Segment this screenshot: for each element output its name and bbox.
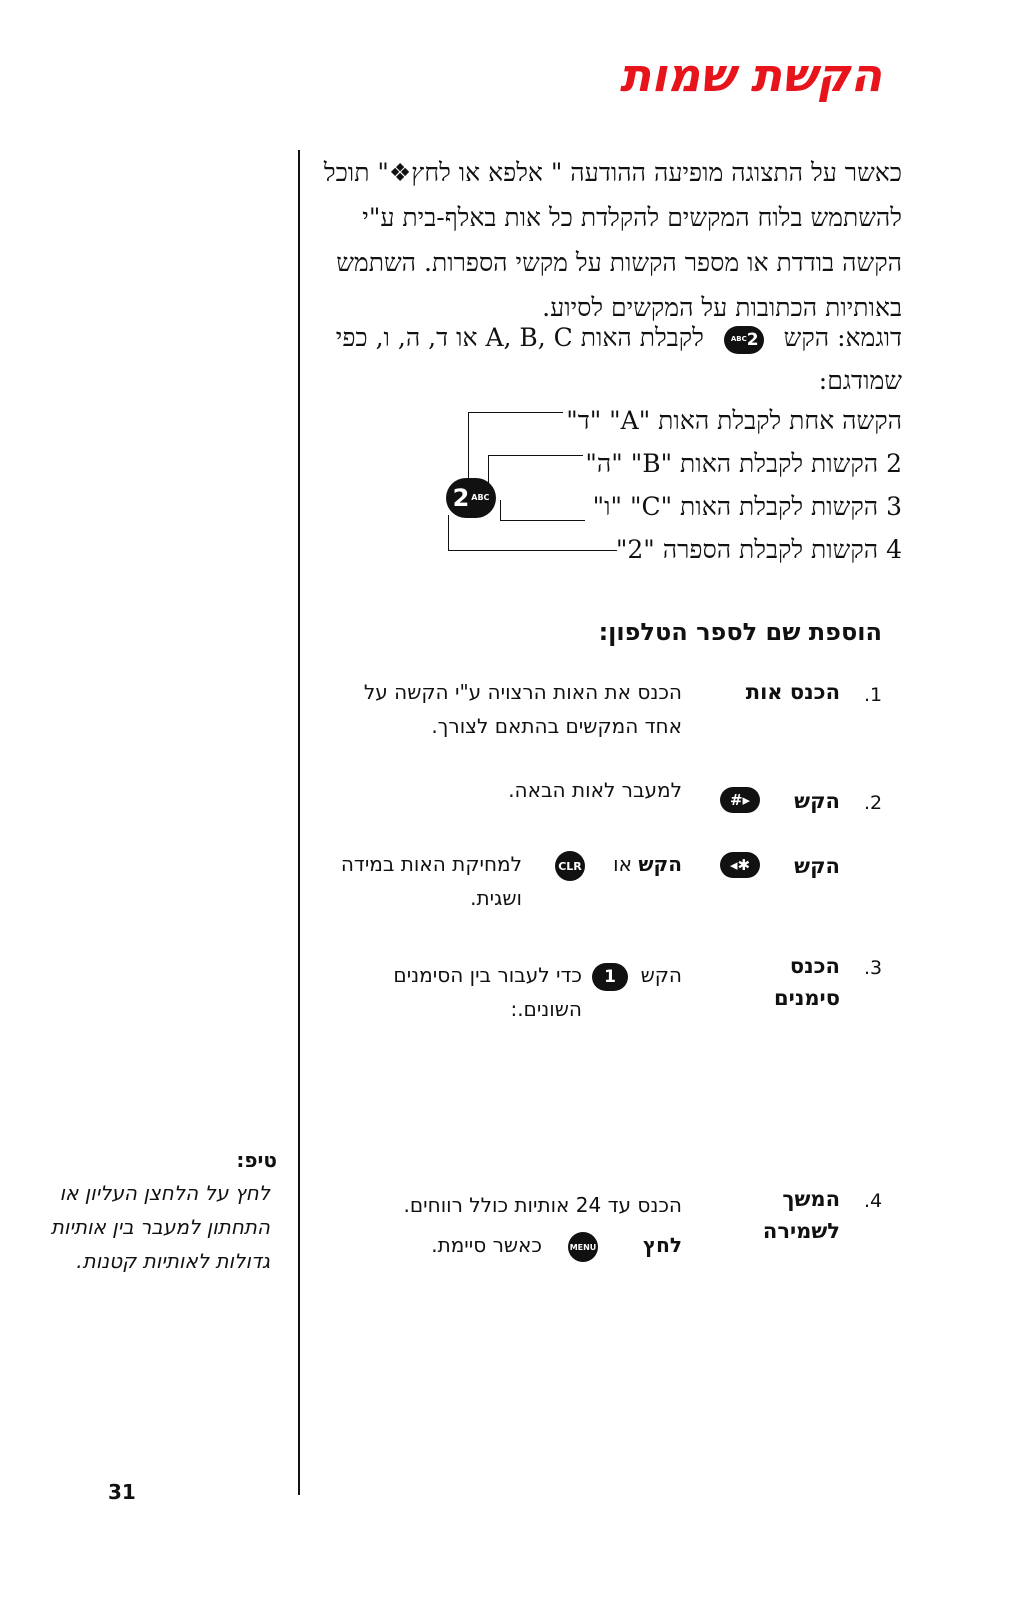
step-2b-press: הקש (638, 852, 682, 876)
tip-body: לחץ על הלחצן העליון או התחתון למעבר בין אותיות גדולות לאותיות קטנות. (50, 1181, 270, 1273)
column-divider (298, 150, 300, 1495)
example-line (302, 323, 902, 354)
page-number: 31 (108, 1480, 136, 1504)
step-2b-desc: למחיקת האות במידה ושגית. (340, 852, 522, 910)
key-2-icon: 2 ABC (724, 326, 764, 354)
bracket-line-2 (488, 455, 583, 484)
tip-title: טיפ: (236, 1148, 277, 1172)
section-title: הוספת שם לספר הטלפון: (598, 618, 882, 646)
intro-paragraph: כאשר על התצוגה מופיעה ההודעה " אלפא או לחץ❖" תוכל להשתמש בלוח המקשים להקלדת כל אות באלף-בית ע"י הקשה בודדת או מספר הקשות על מקשי הספרות. השתמש באותיות הכתובות על המקשים לסיוע. (323, 158, 902, 322)
bracket-line-4 (448, 515, 617, 551)
step-4-end: כאשר סיימת. (431, 1233, 542, 1257)
hash-key-icon: #▸ (720, 787, 760, 813)
step-3-number: .3 (864, 957, 883, 979)
step-1-desc: הכנס את האות הרצויה ע"י הקשה על אחד המקשים בהתאם לצורך. (363, 680, 682, 738)
step-4-press: לחץ (642, 1233, 682, 1257)
step-1-label: הכנס אות (745, 680, 840, 704)
clr-key-icon: CLR (555, 851, 585, 881)
step-4-desc: הכנס עד 24 אותיות כולל רווחים. (403, 1193, 682, 1217)
step-2-label: הקש (794, 789, 840, 813)
press-line-4: 4 הקשות לקבלת הספרה "2" (615, 535, 902, 564)
step-4-number: .4 (864, 1190, 883, 1212)
star-key-icon: ◂✱ (720, 852, 760, 878)
key-2-large-icon: 2 ABC (446, 478, 496, 518)
step-1-number: .1 (864, 684, 883, 706)
page-title: הקשת שמות (619, 48, 882, 102)
menu-key-icon: MENU (568, 1232, 598, 1262)
step-3-press: הקש (640, 963, 682, 987)
step-4-label: המשך לשמירה (762, 1187, 840, 1243)
step-2b-or-text: או (613, 852, 632, 876)
step-3-label: הכנס סימנים (774, 954, 840, 1010)
step-2-desc: למעבר לאות הבאה. (508, 778, 682, 802)
example-suffix: לקבלת האות A, B, C או ד, ה, ו, כפי (335, 323, 704, 352)
step-2b-label: הקש (794, 854, 840, 878)
press-line-2: 2 הקשות לקבלת האות "B" "ה" (585, 449, 902, 478)
step-2-number: .2 (864, 792, 883, 814)
example-prefix: דוגמא: הקש (783, 323, 902, 352)
key-1-icon: 1 (592, 963, 628, 991)
press-line-1: הקשה אחת לקבלת האות "A" "ד" (566, 406, 902, 435)
step-3-desc: כדי לעבור בין הסימנים השונים.: (393, 963, 582, 1021)
example-tail: שמודגם: (818, 366, 902, 395)
press-line-3: 3 הקשות לקבלת האות "C" "ו" (592, 492, 902, 521)
